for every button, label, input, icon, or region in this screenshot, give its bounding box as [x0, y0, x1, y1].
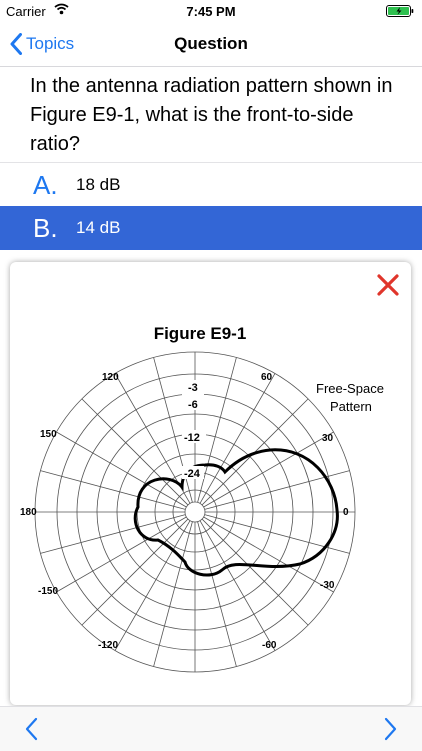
grid-spoke-60 — [200, 373, 275, 503]
carrier-label: Carrier — [6, 4, 46, 19]
angle-label-neg150: -150 — [38, 586, 59, 597]
angle-label-60: 60 — [261, 372, 273, 383]
grid-spoke-300 — [200, 521, 275, 651]
answer-letter: B. — [33, 212, 58, 243]
next-question-button[interactable] — [380, 717, 400, 741]
grid-spoke-15 — [205, 471, 350, 510]
answer-option-b[interactable] — [0, 206, 422, 250]
question-text: In the antenna radiation pattern shown in Figure E9-1, what is the front-to-side ratio? — [30, 75, 393, 155]
grid-spoke-135 — [82, 399, 188, 505]
grid-spoke-345 — [205, 515, 350, 554]
grid-ring-8 — [185, 502, 205, 522]
answer-letter: A. — [33, 169, 58, 200]
grid-spoke-255 — [154, 522, 193, 667]
grid-spoke-150 — [56, 432, 186, 507]
grid-spoke-330 — [204, 517, 334, 592]
db-label-12: -12 — [184, 432, 200, 444]
pattern-label: Pattern — [330, 399, 372, 414]
back-label: Topics — [26, 34, 75, 53]
grid-spoke-75 — [198, 357, 237, 502]
angle-label-0: 0 — [343, 507, 349, 518]
answer-text: 14 dB — [76, 218, 121, 237]
db-label-6: -6 — [188, 399, 198, 411]
db-label-3: -3 — [188, 382, 198, 394]
angle-label-150: 150 — [40, 429, 57, 440]
bottom-toolbar — [0, 706, 422, 751]
answer-text: 18 dB — [76, 175, 121, 194]
previous-question-button[interactable] — [22, 717, 42, 741]
grid-spoke-210 — [56, 517, 186, 592]
angle-label-neg60: -60 — [262, 640, 277, 651]
db-label-24: -24 — [184, 468, 200, 480]
radiation-pattern-diagram — [10, 262, 411, 705]
battery-icon — [386, 5, 414, 17]
grid-spoke-195 — [40, 515, 185, 554]
figure-modal — [10, 262, 411, 705]
status-bar — [0, 0, 422, 22]
answer-option-a[interactable] — [0, 162, 422, 207]
free-space-label: Free-Space — [316, 381, 384, 396]
status-time: 7:45 PM — [186, 4, 236, 19]
angle-label-30: 30 — [322, 433, 334, 444]
page-title: Question — [174, 34, 248, 53]
navigation-bar — [0, 22, 422, 67]
angle-label-neg120: -120 — [98, 640, 119, 651]
grid-spoke-285 — [198, 522, 237, 667]
grid-spoke-225 — [82, 519, 188, 625]
radiation-pattern-curve — [135, 450, 337, 575]
angle-label-neg30: -30 — [320, 580, 335, 591]
figure-title: Figure E9-1 — [153, 324, 247, 343]
angle-label-180: 180 — [20, 507, 37, 518]
grid-spoke-165 — [40, 471, 185, 510]
angle-label-120: 120 — [102, 372, 119, 383]
